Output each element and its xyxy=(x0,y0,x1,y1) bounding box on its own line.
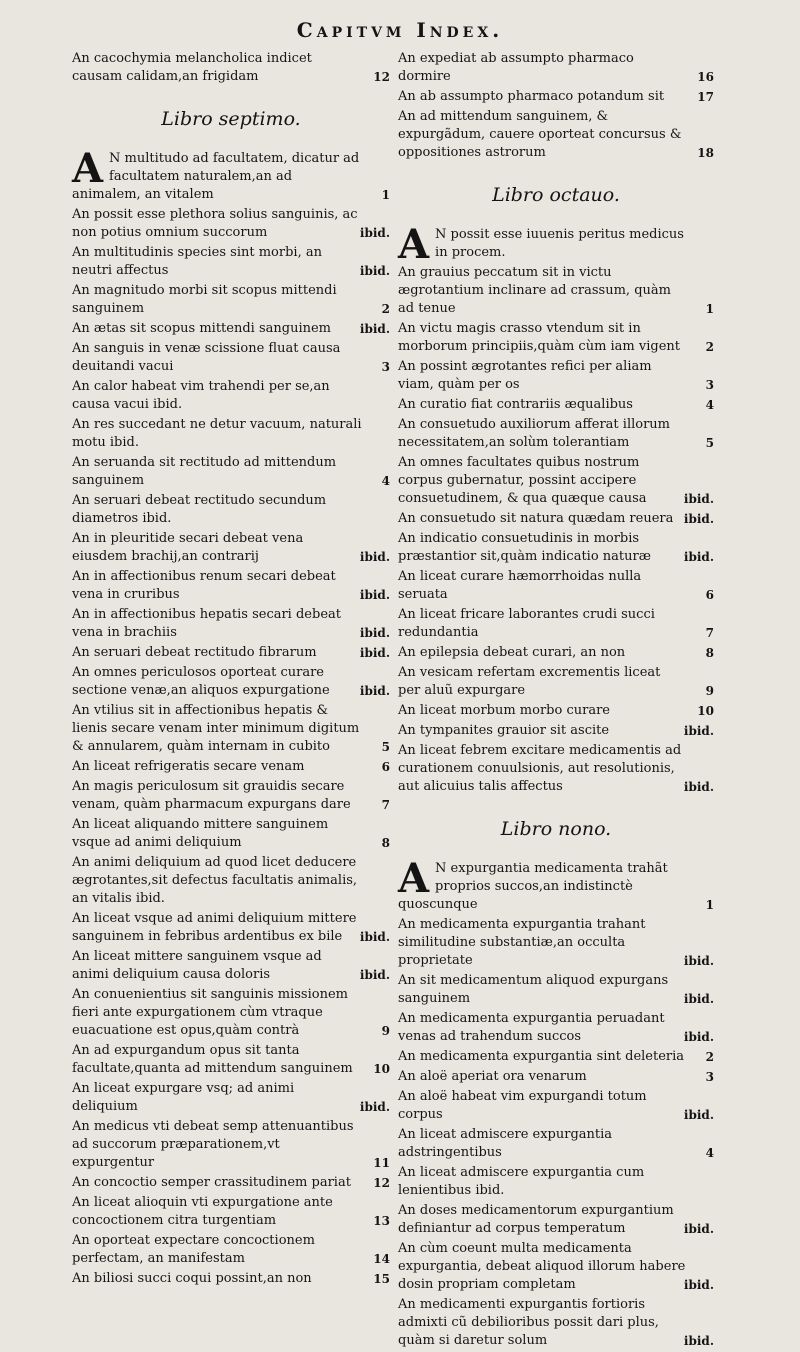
entry-ref: 8 xyxy=(705,646,714,660)
entry-text: An magnitudo morbi sit scopus mittendi sanguinem xyxy=(72,283,337,316)
index-entry xyxy=(72,606,390,642)
entry-text: An liceat fricare laborantes crudi succi redundantia xyxy=(398,607,655,640)
right-column xyxy=(398,50,714,1352)
index-entry xyxy=(398,1010,714,1046)
index-entry xyxy=(398,664,714,700)
entry-ref: 4 xyxy=(381,474,390,488)
entry-ref: 3 xyxy=(705,1070,714,1084)
entry-text: An liceat alioquin vti expurgatione ante concoctionem citra turgentiam xyxy=(72,1195,333,1228)
entry-text: An omnes facultates quibus nostrum corpus gubernatur, possint accipere consuetudinem, & qua quæque causa xyxy=(398,455,647,506)
entry-text: N expurgantia medicamenta trahãt proprios succos,an indistinctè quoscunque xyxy=(398,861,668,912)
entry-text: An indicatio consuetudinis in morbis præstantior sit,quàm indicatio naturæ xyxy=(398,531,651,564)
entry-ref: ibid. xyxy=(359,1100,390,1114)
entry-text: An conuenientius sit sanguinis missionem fieri ante expurgationem cùm vtraque euacuatione est opus,quàm contrà xyxy=(72,987,348,1038)
index-entry xyxy=(398,1126,714,1162)
entry-text: An medicamenta expurgantia peruadant venas ad trahendum succos xyxy=(398,1011,665,1044)
index-entry xyxy=(398,221,714,268)
entry-text: An biliosi succi coqui possint,an non xyxy=(72,1271,312,1286)
index-entry xyxy=(398,722,714,740)
entry-text: An tympanites grauior sit ascite xyxy=(398,723,610,738)
drop-cap: A xyxy=(398,855,430,902)
index-entry xyxy=(72,145,390,204)
entry-text: An cacochymia melancholica indicet causam calidam,an frigidam xyxy=(72,51,312,84)
entry-ref: ibid. xyxy=(683,1334,714,1348)
index-entry xyxy=(398,1088,714,1124)
entry-ref: 2 xyxy=(705,1050,714,1064)
entry-ref: 9 xyxy=(381,1024,390,1038)
entry-ref: ibid. xyxy=(683,1030,714,1044)
entry-ref: ibid. xyxy=(359,264,390,278)
index-entry xyxy=(72,854,390,908)
entry-ref: ibid. xyxy=(683,492,714,506)
entry-text: An curatio fiat contrariis æqualibus xyxy=(398,397,633,412)
entry-text: An seruari debeat rectitudo secundum diametros ibid. xyxy=(72,493,327,526)
entry-ref: 8 xyxy=(381,836,390,850)
entry-list-continued xyxy=(398,50,714,162)
entry-ref: ibid. xyxy=(359,226,390,240)
index-entry xyxy=(398,1068,714,1086)
entry-ref: 3 xyxy=(705,378,714,392)
index-entry xyxy=(72,568,390,604)
index-entry xyxy=(398,416,714,452)
index-entry xyxy=(398,606,714,642)
index-entry xyxy=(72,340,390,376)
index-entry xyxy=(72,644,390,662)
index-entry xyxy=(72,416,390,452)
entry-text: An medicamenta expurgantia trahant similitudine substantiæ,an occulta proprietate xyxy=(398,917,646,968)
entry-text: An res succedant ne detur vacuum, naturali motu ibid. xyxy=(72,417,362,450)
entry-ref: 11 xyxy=(373,1156,390,1170)
index-entry xyxy=(398,320,714,356)
entry-ref: ibid. xyxy=(359,968,390,982)
index-entry xyxy=(398,916,714,970)
index-entry xyxy=(72,320,390,338)
index-entry xyxy=(398,644,714,662)
entry-text: An liceat curare hæmorrhoidas nulla seruata xyxy=(398,569,642,602)
index-entry xyxy=(72,50,390,86)
index-entry xyxy=(72,664,390,700)
index-entry xyxy=(72,910,390,946)
index-entry xyxy=(398,454,714,508)
index-entry xyxy=(72,1194,390,1230)
entry-list-nono xyxy=(398,855,714,1350)
entry-text: N multitudo ad facultatem, dicatur ad facultatem naturalem,an ad animalem, an vitalem xyxy=(72,151,360,202)
entry-ref: 6 xyxy=(705,588,714,602)
entry-text: N possit esse iuuenis peritus medicus in procem. xyxy=(435,227,684,260)
entry-ref: ibid. xyxy=(683,954,714,968)
entry-ref: 10 xyxy=(373,1062,390,1076)
entry-ref: 6 xyxy=(381,760,390,774)
index-entry xyxy=(398,1240,714,1294)
entry-ref: ibid. xyxy=(359,550,390,564)
left-column xyxy=(72,50,390,1290)
entry-ref: 16 xyxy=(697,70,714,84)
entry-text: An grauius peccatum sit in victu ægrotantium inclinare ad crassum, quàm ad tenue xyxy=(398,265,671,316)
index-entry xyxy=(72,1118,390,1172)
entry-text: An ad expurgandum opus sit tanta facultate,quanta ad mittendum sanguinem xyxy=(72,1043,353,1076)
entry-ref: ibid. xyxy=(359,626,390,640)
entry-text: An sanguis in venæ scissione fluat causa deuitandi vacui xyxy=(72,341,341,374)
entry-ref: ibid. xyxy=(683,780,714,794)
index-entry xyxy=(72,816,390,852)
entry-ref: 7 xyxy=(381,798,390,812)
entry-text: An concoctio semper crassitudinem pariat xyxy=(72,1175,351,1190)
entry-text: An cùm coeunt multa medicamenta expurgantia, debeat aliquod illorum habere dosin propriam completam xyxy=(398,1241,686,1292)
entry-text: An vesicam refertam excrementis liceat per aluũ expurgare xyxy=(398,665,661,698)
entry-ref: ibid. xyxy=(683,512,714,526)
entry-ref: 2 xyxy=(705,340,714,354)
entry-ref: 12 xyxy=(373,70,390,84)
index-entry xyxy=(398,358,714,394)
entry-text: An calor habeat vim trahendi per se,an causa vacui ibid. xyxy=(72,379,330,412)
index-entry xyxy=(398,1048,714,1066)
entry-ref: 4 xyxy=(705,398,714,412)
entry-text: An in affectionibus renum secari debeat vena in cruribus xyxy=(72,569,336,602)
entry-ref: 3 xyxy=(381,360,390,374)
entry-ref: ibid. xyxy=(683,1222,714,1236)
entry-text: An liceat febrem excitare medicamentis ad curationem conuulsionis, aut resolutionis, aut alicuius talis affectus xyxy=(398,743,682,794)
index-entry xyxy=(72,378,390,414)
entry-text: An oporteat expectare concoctionem perfectam, an manifestam xyxy=(72,1233,315,1266)
entry-ref: ibid. xyxy=(683,550,714,564)
index-entry xyxy=(72,206,390,242)
entry-ref: 15 xyxy=(373,1272,390,1286)
entry-text: An vtilius sit in affectionibus hepatis & lienis secare venam inter minimum digitum & annularem, quàm internam in cubito xyxy=(72,703,360,754)
entry-ref: ibid. xyxy=(683,1108,714,1122)
entry-text: An liceat expurgare vsq; ad animi deliquium xyxy=(72,1081,295,1114)
entry-text: An medicamenta expurgantia sint deleteria xyxy=(398,1049,685,1064)
entry-text: An magis periculosum sit grauidis secare venam, quàm pharmacum expurgans dare xyxy=(72,779,351,812)
index-entry xyxy=(398,1296,714,1350)
index-entry xyxy=(398,855,714,914)
index-entry xyxy=(72,1270,390,1288)
entry-ref: 10 xyxy=(697,704,714,718)
index-entry xyxy=(72,948,390,984)
index-entry xyxy=(398,742,714,796)
entry-ref: ibid. xyxy=(359,646,390,660)
index-entry xyxy=(72,282,390,318)
index-entry xyxy=(398,972,714,1008)
entry-text: An aloë aperiat ora venarum xyxy=(398,1069,587,1084)
entry-ref: 12 xyxy=(373,1176,390,1190)
index-entry xyxy=(398,568,714,604)
entry-text: An liceat aliquando mittere sanguinem vsque ad animi deliquium xyxy=(72,817,329,850)
entry-text: An seruari debeat rectitudo fibrarum xyxy=(72,645,317,660)
entry-list-septimo xyxy=(72,145,390,1288)
entry-ref: 14 xyxy=(373,1252,390,1266)
entry-ref: ibid. xyxy=(359,930,390,944)
entry-list-octauo xyxy=(398,221,714,796)
entry-ref: 5 xyxy=(705,436,714,450)
entry-ref: 5 xyxy=(381,740,390,754)
entry-ref: ibid. xyxy=(683,724,714,738)
index-entry xyxy=(398,702,714,720)
entry-text: An ab assumpto pharmaco potandum sit xyxy=(398,89,665,104)
drop-cap: A xyxy=(72,145,104,192)
entry-ref: ibid. xyxy=(359,322,390,336)
entry-text: An liceat refrigeratis secare venam xyxy=(72,759,305,774)
entry-text: An possint ægrotantes refici per aliam viam, quàm per os xyxy=(398,359,652,392)
index-entry xyxy=(72,1232,390,1268)
entry-text: An liceat mittere sanguinem vsque ad animi deliquium causa doloris xyxy=(72,949,322,982)
entry-ref: 13 xyxy=(373,1214,390,1228)
index-entry xyxy=(398,88,714,106)
entry-ref: ibid. xyxy=(683,1278,714,1292)
entry-text: An medicamenti expurgantis fortioris admixti cũ debilioribus possit dari plus, quàm si daretur solum xyxy=(398,1297,659,1348)
drop-cap: A xyxy=(398,221,430,268)
entry-text: An liceat vsque ad animi deliquium mittere sanguinem in febribus ardentibus ex bile xyxy=(72,911,357,944)
entry-ref: 1 xyxy=(705,302,714,316)
index-entry xyxy=(72,1080,390,1116)
index-entry xyxy=(72,778,390,814)
entry-text: An possit esse plethora solius sanguinis, ac non potius omnium succorum xyxy=(72,207,358,240)
entry-ref: 18 xyxy=(697,146,714,160)
section-title-septimo: Libro septimo. xyxy=(161,108,301,130)
index-entry xyxy=(398,108,714,162)
index-entry xyxy=(398,1164,714,1200)
entry-text: An aloë habeat vim expurgandi totum corpus xyxy=(398,1089,647,1122)
entry-text: An ætas sit scopus mittendi sanguinem xyxy=(72,321,332,336)
entry-ref: 1 xyxy=(705,898,714,912)
section-title-octauo: Libro octauo. xyxy=(492,184,620,206)
entry-text: An consuetudo auxiliorum afferat illorum necessitatem,an solùm tolerantiam xyxy=(398,417,671,450)
index-entry xyxy=(398,50,714,86)
entry-text: An medicus vti debeat semp attenuantibus ad succorum præparationem,vt expurgentur xyxy=(72,1119,354,1170)
entry-ref: 2 xyxy=(381,302,390,316)
index-entry xyxy=(72,986,390,1040)
entry-text: An epilepsia debeat curari, an non xyxy=(398,645,626,660)
index-entry xyxy=(72,702,390,756)
index-entry xyxy=(398,264,714,318)
index-entry xyxy=(398,1202,714,1238)
index-entry xyxy=(398,396,714,414)
entry-ref: ibid. xyxy=(359,684,390,698)
index-entry xyxy=(72,492,390,528)
entry-ref: ibid. xyxy=(359,588,390,602)
entry-text: An multitudinis species sint morbi, an neutri affectus xyxy=(72,245,322,278)
entry-text: An liceat admiscere expurgantia adstringentibus xyxy=(398,1127,613,1160)
entry-ref: 17 xyxy=(697,90,714,104)
entry-text: An doses medicamentorum expurgantium definiantur ad corpus temperatum xyxy=(398,1203,674,1236)
index-entry xyxy=(72,244,390,280)
entry-text: An liceat admiscere expurgantia cum lenientibus ibid. xyxy=(398,1165,645,1198)
entry-ref: 9 xyxy=(705,684,714,698)
index-entry xyxy=(72,1174,390,1192)
index-entry xyxy=(72,1042,390,1078)
entry-text: An in affectionibus hepatis secari debeat vena in brachiis xyxy=(72,607,341,640)
entry-ref: 1 xyxy=(381,188,390,202)
index-entry xyxy=(72,758,390,776)
entry-text: An sit medicamentum aliquod expurgans sanguinem xyxy=(398,973,669,1006)
entry-ref: ibid. xyxy=(683,992,714,1006)
index-entry xyxy=(398,530,714,566)
entry-text: An animi deliquium ad quod licet deducere ægrotantes,sit defectus facultatis animalis, an vitalis ibid. xyxy=(72,855,358,906)
entry-ref: 4 xyxy=(705,1146,714,1160)
entry-text: An liceat morbum morbo curare xyxy=(398,703,610,718)
entry-text: An consuetudo sit natura quædam reuera xyxy=(398,511,674,526)
entry-ref: 7 xyxy=(705,626,714,640)
index-entry xyxy=(72,530,390,566)
entry-text: An in pleuritide secari debeat vena eiusdem brachij,an contrarij xyxy=(72,531,304,564)
entry-text: An omnes periculosos oporteat curare sectione venæ,an aliquos expurgatione xyxy=(72,665,330,698)
entry-text: An victu magis crasso vtendum sit in morborum principiis,quàm cùm iam vigent xyxy=(398,321,681,354)
entry-text: An expediat ab assumpto pharmaco dormire xyxy=(398,51,634,84)
page-header: Capitvm Index. xyxy=(296,18,504,42)
section-title-nono: Libro nono. xyxy=(500,818,612,840)
entry-text: An seruanda sit rectitudo ad mittendum sanguinem xyxy=(72,455,337,488)
entry-text: An ad mittendum sanguinem, & expurgãdum, cauere oporteat concursus & oppositiones astrorum xyxy=(398,109,682,160)
index-entry xyxy=(398,510,714,528)
index-entry xyxy=(72,454,390,490)
